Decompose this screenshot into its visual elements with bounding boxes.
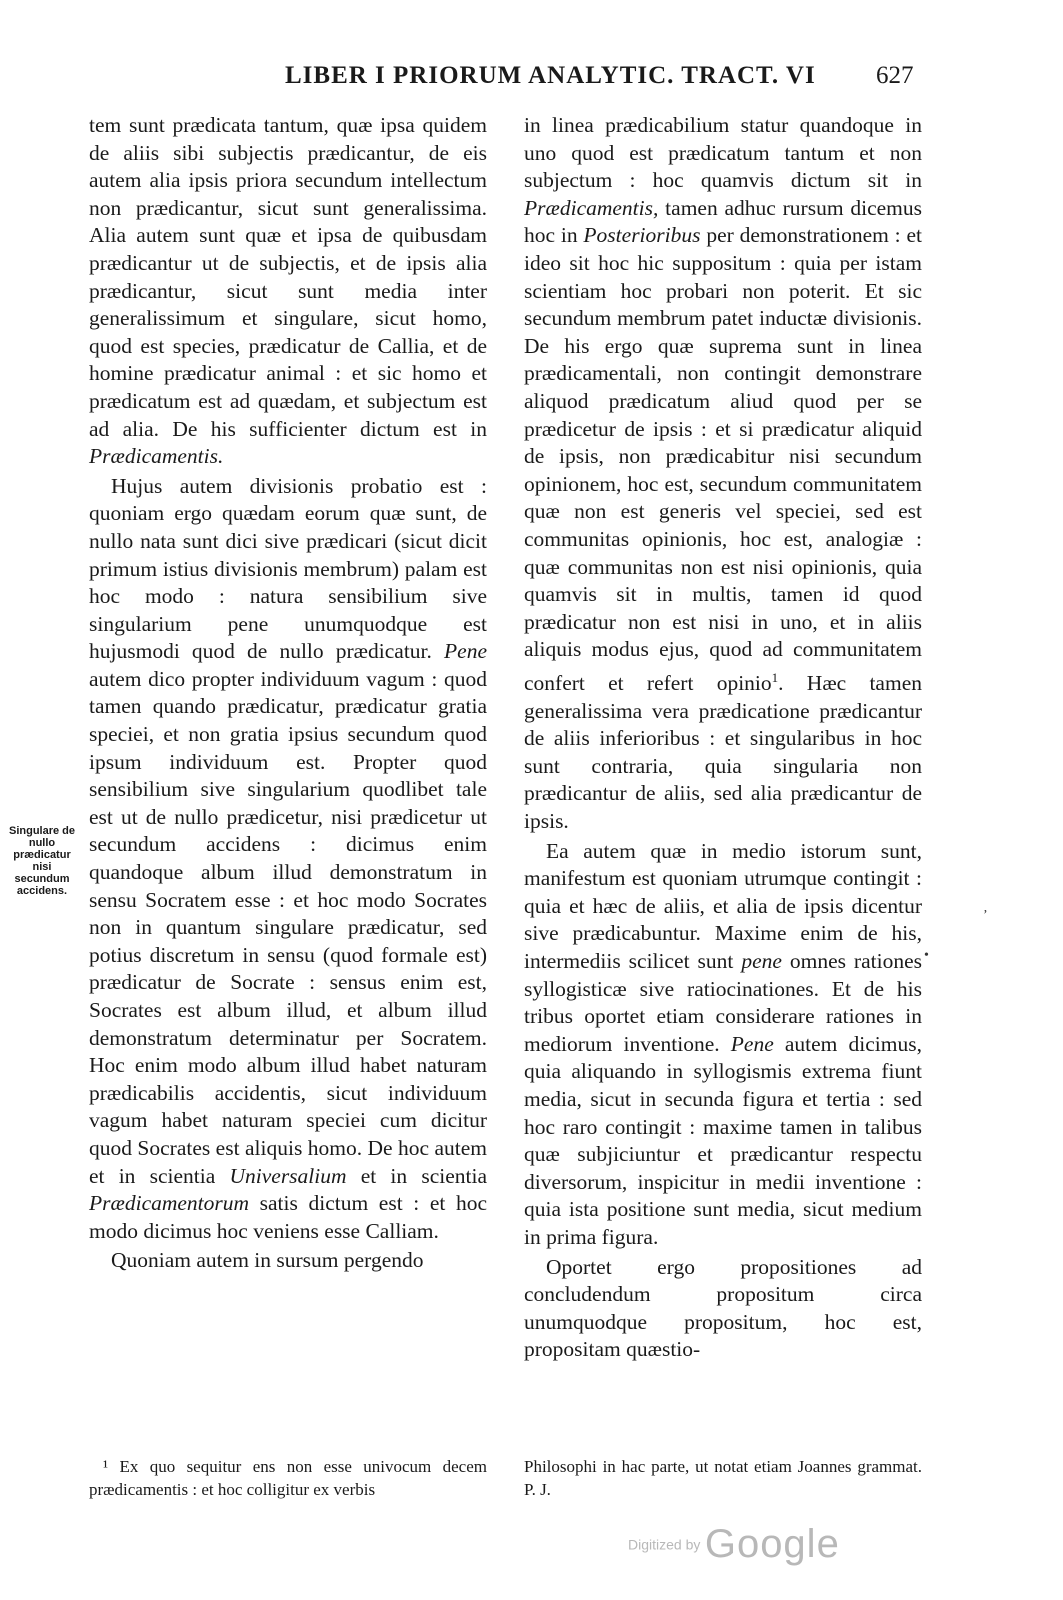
paragraph bbox=[524, 838, 922, 1252]
stray-mark: ’ bbox=[983, 908, 988, 923]
right-column bbox=[524, 112, 922, 1364]
digitized-watermark bbox=[628, 1522, 840, 1567]
paragraph-text: satis dictum est : et hoc modo dicimus hoc veniens esse Calliam. bbox=[89, 1191, 487, 1243]
italic-word: Pene bbox=[730, 1031, 774, 1056]
left-column bbox=[89, 112, 487, 1275]
italic-title: Universalium bbox=[229, 1163, 347, 1188]
paragraph-text: et in scientia bbox=[346, 1163, 488, 1188]
paragraph-text: Ea autem quæ in medio istorum sunt, manifestum est quoniam utrumque contingit : quia et hæc de aliis, et alia de ipsis dicentur sive prædicabuntur. Maxime enim de his, intermediis scilicet sunt bbox=[524, 838, 922, 973]
paragraph-text: autem dico propter individuum vagum : quod tamen quando prædicatur, prædicatur gratia speciei, et non gratia ipsius secundum quod ipsum individuum est. Propter quod sensibilium sive singularium quodlibet tale est ut de nullo prædicetur, nisi prædicetur ut secundum accidens : dicimus enim quandoque album illud demonstratum in sensu Socratem esse : et hoc modo Socrates non in quantum singulare prædicatur, sed potius discretum in sensu (quod formale est) prædicatur de Socrate : sensus enim est, Socrates est album illud, et album illud demonstratum determinatur per Socratem. Hoc enim modo album illud habet naturam prædicabilis accidentis, sicut individuum vagum habet naturam speciei cum dicitur quod Socrates est aliquis homo. De hoc autem et in scientia bbox=[89, 666, 487, 1188]
paragraph-text: Hujus autem divisionis probatio est : quoniam ergo quædam eorum quæ sunt, de nullo nata sunt dici sive prædicari (sicut dicit primum istius divisionis membrum) palam est hoc modo : natura sensibilium sive singularium pene unumquodque est hujusmodi quod de nullo prædicatur. bbox=[89, 473, 487, 664]
paragraph-text: tamen adhuc rursum dicemus hoc in bbox=[524, 195, 922, 248]
footnote-left bbox=[89, 1455, 487, 1501]
paragraph bbox=[89, 473, 487, 1246]
italic-title: Prædicamentorum bbox=[89, 1191, 250, 1216]
paragraph bbox=[89, 112, 487, 471]
watermark-prefix: Digitized by bbox=[628, 1536, 701, 1553]
footnote-text: ¹ Ex quo sequitur ens non esse univocum decem prædicamentis : et hoc colligitur ex verbis bbox=[89, 1457, 487, 1499]
paragraph bbox=[524, 1254, 922, 1364]
page-number: 627 bbox=[876, 62, 914, 89]
google-logo: Google bbox=[704, 1522, 840, 1566]
footnote-reference[interactable]: 1 bbox=[771, 669, 779, 685]
footnote-text: Philosophi in hac parte, ut notat etiam Joannes grammat. P. J. bbox=[524, 1457, 922, 1499]
italic-title: Prædicamentis, bbox=[524, 195, 659, 220]
paragraph-text: tem sunt prædicata tantum, quæ ipsa quidem de aliis sibi subjectis prædicantur, de eis autem alia ipsis priora secundum intellectum non prædicantur, sicut sunt generalissima. Alia autem sunt quæ et ipsa de quibusdam prædicantur ut de subjectis, et de ipsis alia prædicantur, sicut sunt media inter generalissimum et singulare, sicut homo, quod est species, prædicatur de Callia, et de homine prædicatur animal : et sic homo et prædicatum est ad quædam, et subjectum est ad alia. De his sufficienter dictum est in bbox=[89, 113, 487, 441]
paragraph-text: in linea prædicabilium statur quandoque in uno quod est prædicatum tantum et non subjectum : hoc quamvis dictum sit in bbox=[524, 113, 922, 193]
italic-word: Pene bbox=[444, 639, 487, 664]
paragraph-text: autem dicimus, quia aliquando in syllogismis extrema fiunt media, sicut in secunda figura et tertia : sed hoc raro contingit : maxime tamen in talibus quæ subjiciuntur et prædicantur respectu diversorum, inspicitur in medii inventione : quia ista positione sunt media, sicut medium in prima figura. bbox=[524, 1031, 922, 1249]
footnote-right bbox=[524, 1455, 922, 1501]
paragraph bbox=[524, 112, 922, 836]
running-title: LIBER I PRIORUM ANALYTIC. TRACT. VI bbox=[285, 62, 816, 89]
italic-word: pene bbox=[741, 948, 782, 973]
italic-title: Posterioribus bbox=[583, 223, 701, 248]
margin-note: Singulare de nullo prædicatur nisi secundum accidens. bbox=[8, 825, 76, 897]
italic-title: Prædicamentis. bbox=[89, 444, 224, 469]
paragraph bbox=[89, 1247, 487, 1275]
paragraph-text: Quoniam autem in sursum pergendo bbox=[111, 1248, 424, 1273]
page-header bbox=[0, 62, 1063, 96]
paragraph-text: per demonstrationem : et ideo sit hoc hic suppositum : quia per istam scientiam hoc probari non poterit. Et sic secundum membrum patet inductæ divisionis. De his ergo quæ suprema sunt in linea prædicamentali, non contingit demonstrare aliquod prædicatum aliud quod per se prædicetur de ipsis : et si prædicatur aliquid de ipsis, non prædicabitur nisi secundum opinionem, hoc est, secundum communitatem quæ non est generis vel speciei, sed est communitas opinionis, hoc est, analogiæ : quæ communitas non est nisi opinionis, quia quamvis sit in multis, tamen id quod prædicatur non est nisi in uno, et in aliis aliquis modus ejus, quod ad communitatem confert et refert opinio bbox=[524, 223, 922, 696]
paragraph-text: . Hæc tamen generalissima vera prædicatione prædicantur de aliis inferioribus : et singularibus in hoc sunt contraria, quia singularia non prædicantur de aliis, sed alia prædicantur de ipsis. bbox=[524, 671, 922, 833]
paragraph-text: Oportet ergo propositiones ad concludendum propositum circa unumquodque propositum, hoc est, propositam quæstio- bbox=[524, 1254, 922, 1362]
stray-mark: • bbox=[924, 948, 929, 963]
paragraph-text: omnes rationes syllogisticæ sive ratiocinationes. Et de his tribus oportet etiam considerare rationes in mediorum inventione. bbox=[524, 948, 922, 1056]
